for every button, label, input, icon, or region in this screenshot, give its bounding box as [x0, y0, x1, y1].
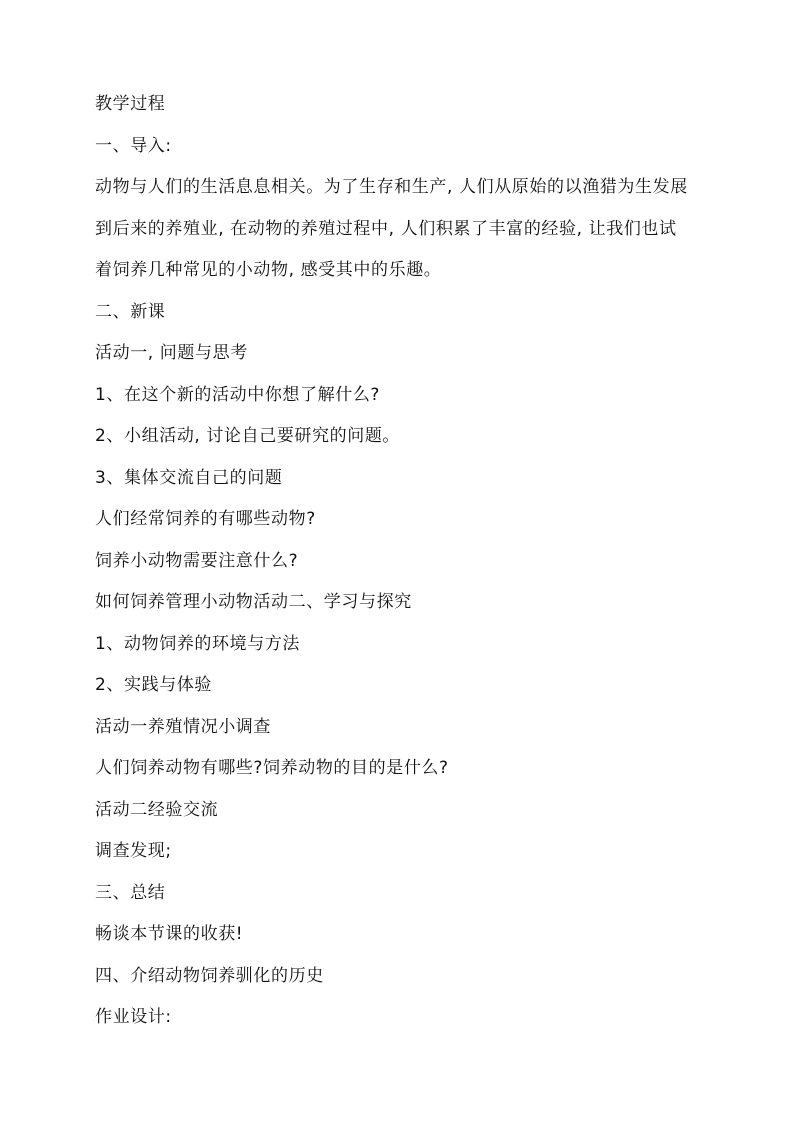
section-title: 教学过程	[95, 94, 166, 114]
activity-heading: 活动二经验交流	[95, 799, 219, 820]
heading-summary: 三、总结	[95, 882, 166, 903]
activity-heading: 如何饲养管理小动物活动二、学习与探究	[95, 592, 412, 612]
list-item: 1、在这个新的活动中你想了解什么?	[95, 384, 381, 405]
paragraph-line: 到后来的养殖业, 在动物的养殖过程中, 人们积累了丰富的经验, 让我们也试	[95, 218, 677, 239]
question-line: 饲养小动物需要注意什么?	[95, 550, 299, 571]
activity-heading: 活动一养殖情况小调查	[95, 716, 271, 737]
question-line: 人们经常饲养的有哪些动物?	[95, 509, 316, 529]
text-line: 畅谈本节课的收获!	[95, 924, 244, 944]
list-item: 3、集体交流自己的问题	[95, 467, 283, 488]
heading-homework: 作业设计:	[95, 1007, 172, 1027]
paragraph-line: 着饲养几种常见的小动物, 感受其中的乐趣。	[95, 260, 442, 280]
document-body	[95, 84, 735, 1039]
activity-heading: 活动一, 问题与思考	[95, 343, 248, 363]
heading-introduction: 一、导入:	[95, 135, 172, 156]
list-item: 1、动物饲养的环境与方法	[95, 633, 301, 654]
list-item: 2、实践与体验	[95, 675, 213, 695]
text-line: 调查发现;	[95, 841, 172, 861]
heading-history: 四、介绍动物饲养驯化的历史	[95, 965, 324, 986]
list-item: 2、小组活动, 讨论自己要研究的问题。	[95, 426, 401, 446]
question-line: 人们饲养动物有哪些?饲养动物的目的是什么?	[95, 758, 449, 778]
heading-new-lesson: 二、新课	[95, 301, 166, 322]
paragraph-line: 动物与人们的生活息息相关。为了生存和生产, 人们从原始的以渔猎为生发展	[95, 177, 688, 197]
